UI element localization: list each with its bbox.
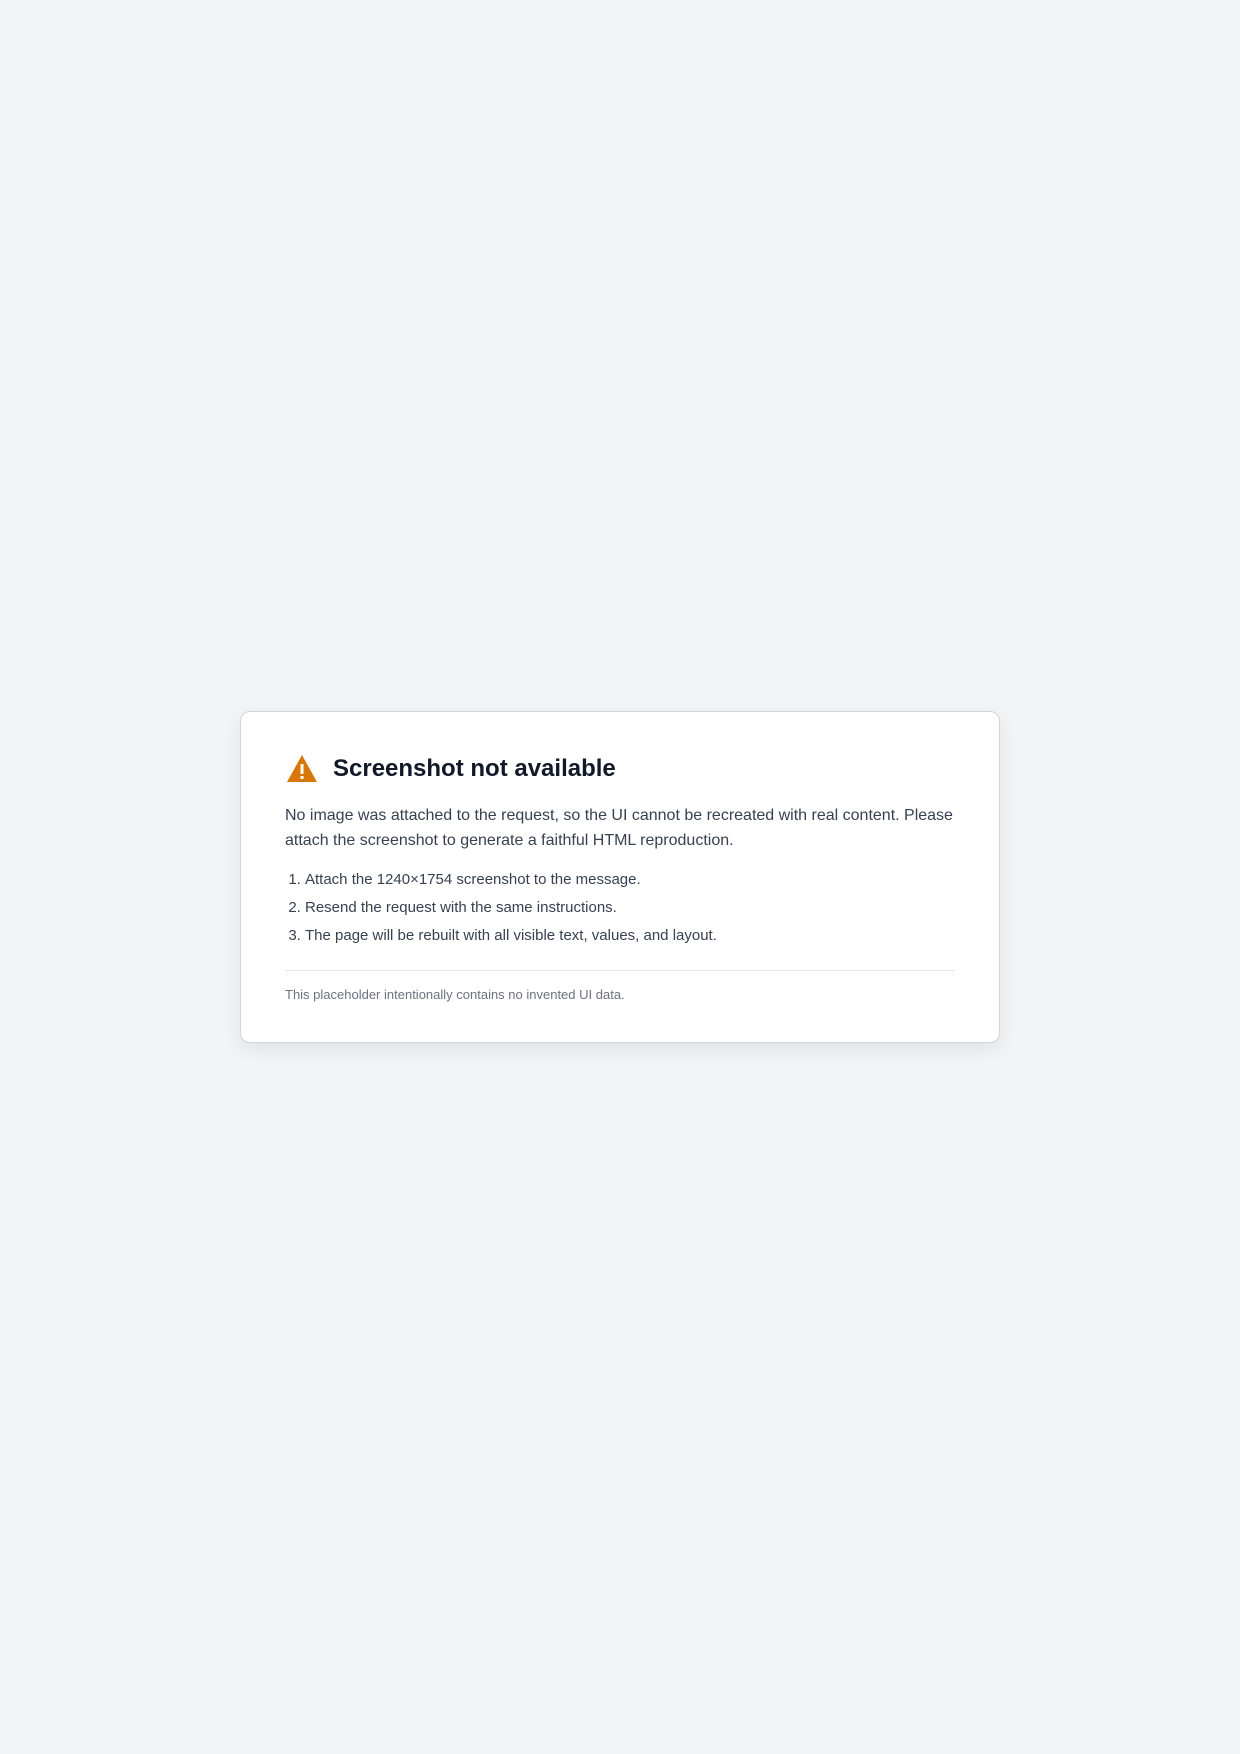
notice-step: 2. Resend the request with the same instructions. [305, 896, 955, 920]
notice-step: 3. The page will be rebuilt with all visible text, values, and layout. [305, 924, 955, 948]
notice-step: 1. Attach the 1240×1754 screenshot to the message. [305, 868, 955, 892]
notice-steps [285, 868, 955, 948]
notice-footer: This placeholder intentionally contains no invented UI data. [285, 970, 955, 1002]
warning-icon [285, 752, 319, 786]
notice-title: Screenshot not available [333, 755, 616, 783]
missing-screenshot-notice [240, 711, 1000, 1043]
notice-header [285, 752, 955, 786]
notice-body: No image was attached to the request, so the UI cannot be recreated with real content. Please attach the screenshot to generate a faithful HTML reproduction. [285, 807, 953, 849]
